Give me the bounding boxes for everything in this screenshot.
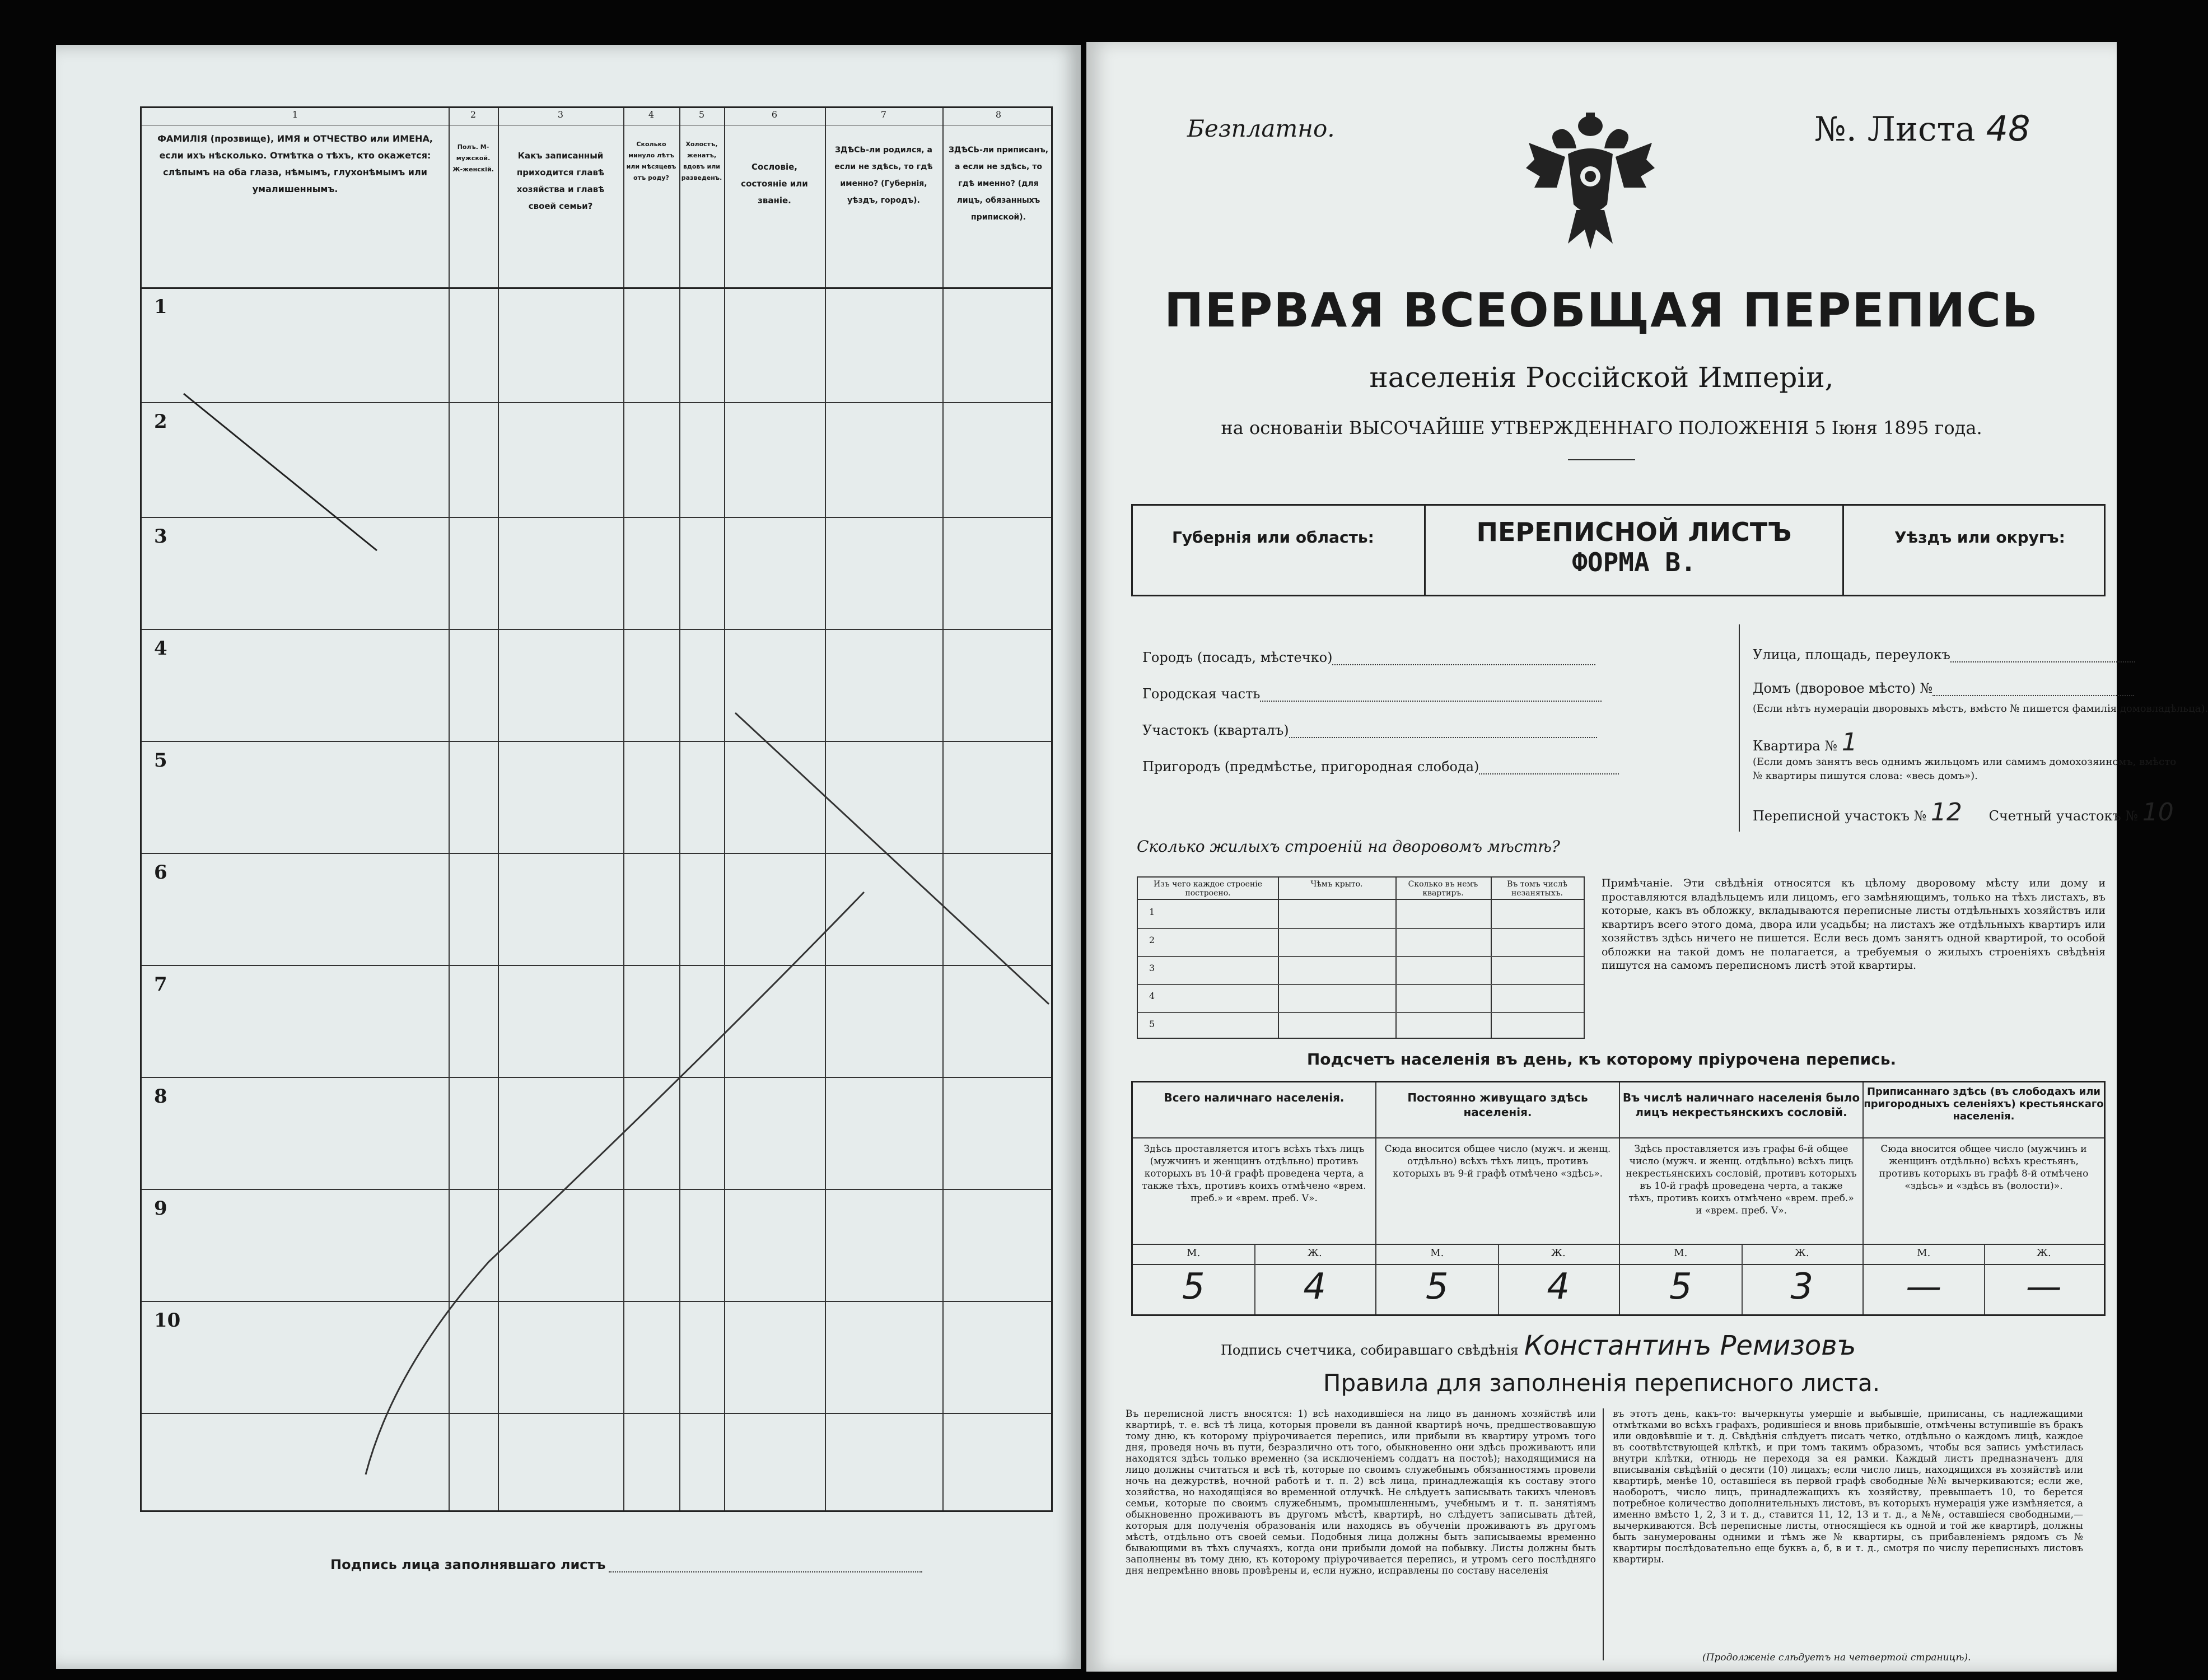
houses-row-number: 5	[1149, 1019, 1155, 1029]
street-label: Улица, площадь, переулокъ	[1753, 647, 1950, 662]
census-sheet-title: ПЕРЕПИСНОЙ ЛИСТЪ	[1476, 517, 1792, 547]
column-number: 8	[995, 109, 1002, 120]
female-label: Ж.	[2036, 1247, 2051, 1259]
row-number: 2	[154, 410, 167, 433]
column-header-name: ФАМИЛІЯ (прозвище), ИМЯ и ОТЧЕСТВО или ИМЕНА, если ихъ нѣсколько. Отмѣтка о тѣхъ, кто окажется: слѣпымъ на оба глаза, нѣмымъ, глухонѣмымъ или умалишеннымъ.	[157, 133, 433, 194]
uezd-label: Уѣздъ или округъ:	[1894, 528, 2065, 547]
rules-title: Правила для заполненія переписного листа.	[1323, 1369, 1880, 1397]
house-field	[1753, 680, 2134, 696]
rules-text-left: Въ переписной листъ вносятся: 1) всѣ находившіеся на лицо въ данномъ хозяйствѣ или квартирѣ, т. е. всѣ тѣ лица, которыя провели въ данной квартирѣ ночь, предшествовавшую тому дню, къ которому пріурочивается перепись, или прибыли въ квартиру утромъ того дня, проведя ночь въ пути, безразлично отъ того, обыкновенно они здѣсь проживаютъ или находятся здѣсь только временно (за исключеніемъ солдатъ на постоѣ); находящимися на лицо должны считаться и всѣ тѣ, которые по своимъ служебнымъ обязанностямъ провели ночь на дежурствѣ, ночной работѣ и т. п. 2) всѣ лица, принадлежащія къ составу этого хозяйства, но находящіяся во временной отлучкѣ. Не слѣдуетъ записывать такихъ членовъ семьи, которые по своимъ служебнымъ, промышленнымъ, учебнымъ и т. п. занятіямъ обыкновенно проживаютъ въ другомъ мѣстѣ, квартирѣ, но слѣдуетъ записывать дѣтей, которыя для полученія образованія или находясь въ обученіи проживаютъ въ другомъ мѣстѣ, отдѣльно отъ своей семьи. Подобныя лица должны быть записываемы временно бывающими въ тѣхъ случаяхъ, когда они прибыли домой на побывку. Листы должны быть заполнены въ тому дню, къ которому пріурочивается перепись, и утромъ сего послѣдняго дня непремѣнно вновь провѣрены и, если нужно, исправлены по составу населенія	[1126, 1408, 1596, 1576]
column-header-birthplace: ЗДѢСЬ-ли родился, а если не здѣсь, то гдѣ именно? (Губернія, уѣздъ, городъ).	[834, 146, 933, 205]
cancellation-strokes	[142, 108, 1054, 1514]
female-label: Ж.	[1307, 1247, 1322, 1259]
enumerator-signature-value: Константинъ Ремизовъ	[1524, 1330, 1856, 1361]
city-part-label: Городская часть	[1142, 686, 1261, 702]
male-count: —	[1906, 1266, 1942, 1308]
count-header: Въ числѣ наличнаго населенія было лицъ некрестьянскихъ сословій.	[1620, 1082, 1862, 1138]
city-part-field	[1142, 686, 1602, 702]
gubernia-label: Губернія или область:	[1172, 528, 1374, 547]
form-header-box	[1131, 504, 2106, 596]
form-name: ФОРМА В.	[1572, 547, 1696, 577]
count-district-value: 10	[2142, 798, 2174, 827]
count-district-label: Счетный участокъ №	[1988, 808, 2139, 824]
census-district-field	[1753, 798, 2174, 827]
column-number: 4	[648, 109, 655, 120]
column-header-estate: Сословіе, состояніе или званіе.	[741, 162, 808, 206]
row-number: 7	[154, 973, 167, 996]
female-count: 3	[1790, 1266, 1814, 1308]
count-column-non-peasant	[1620, 1082, 1864, 1314]
enumerator-signature-label: Подпись счетчика, собиравшаго свѣдѣнія	[1221, 1342, 1519, 1358]
houses-row-number: 1	[1149, 907, 1155, 917]
apartment-label: Квартира №	[1753, 738, 1838, 754]
sheet-number-value: 48	[1986, 108, 2030, 149]
row-number: 8	[154, 1085, 167, 1108]
count-title: Подсчетъ населенія въ день, къ которому пріурочена перепись.	[1306, 1050, 1897, 1068]
right-page	[1086, 42, 2208, 1672]
double-headed-eagle-icon	[1523, 109, 1658, 255]
male-count: 5	[1669, 1266, 1692, 1308]
enumerator-signature	[1221, 1330, 1856, 1361]
suburb-field	[1142, 759, 1619, 774]
rules-text-right: въ этотъ день, какъ-то: вычеркнуты умершіе и выбывшіе, приписаны, съ надлежащими отмѣтками во всѣхъ графахъ, родившіеся и вновь прибывшіе, отмѣчены вступившіе въ бракъ или овдовѣвшіе и т. д. Свѣдѣнія слѣдуетъ писать четко, отдѣльно о каждомъ лицѣ, каждое въ соотвѣтствующей клѣткѣ, и при томъ такимъ образомъ, чтобы вся запись умѣстилась внутри клѣтки, отнюдь не переходя за ея рамки. Каждый листъ предназначенъ для вписыванія свѣдѣній о десяти (10) лицахъ; если число лицъ, находящихся въ хозяйствѣ или квартирѣ, менѣе 10, оставшіеся въ первой графѣ свободные №№ вычеркиваются; если же, наоборотъ, число лицъ, принадлежащихъ къ хозяйству, превышаетъ 10, то берется потребное количество дополнительныхъ листовъ, въ которыхъ нумерація уже измѣняется, а именно вмѣсто 1, 2, 3 и т. д., ставится 11, 12, 13 и т. д., а №№, оставшіеся свободными,—вычеркиваются. Всѣ переписные листы, относящіеся къ одной и той же квартирѣ, должны быть занумерованы одними и тѣмъ же № квартиры, съ прибавленіемъ рядомъ съ № квартиры послѣдовательно еще буквъ а, б, в и т. д., смотря по числу переписныхъ листовъ квартиры.	[1613, 1408, 2083, 1565]
column-header-sex: Полъ. М-мужской. Ж-женскій.	[452, 143, 494, 173]
column-number: 1	[292, 109, 298, 120]
count-header: Постоянно живущаго здѣсь населенія.	[1376, 1082, 1619, 1138]
street-field	[1753, 647, 2135, 662]
column-header-registration: ЗДѢСЬ-ли приписанъ, а если не здѣсь, то гдѣ именно? (для лицъ, обязанныхъ припиской).	[948, 146, 1049, 222]
row-number: 6	[154, 861, 167, 884]
suburb-label: Пригородъ (предмѣстье, пригородная слобода)	[1142, 759, 1479, 774]
census-district-label: Переписной участокъ №	[1753, 808, 1927, 824]
row-number: 10	[154, 1309, 181, 1332]
female-count: 4	[1547, 1266, 1570, 1308]
male-label: М.	[1917, 1247, 1931, 1259]
free-label: Безплатно.	[1187, 115, 1335, 142]
district-label: Участокъ (кварталъ)	[1142, 722, 1289, 738]
row-number: 9	[154, 1197, 167, 1220]
column-number: 7	[880, 109, 887, 120]
city-field	[1142, 650, 1595, 665]
row-number: 5	[154, 749, 167, 772]
female-label: Ж.	[1551, 1247, 1566, 1259]
count-column-registered-peasants	[1864, 1082, 2104, 1314]
count-description: Здѣсь проставляется изъ графы 6-й общее число (мужч. и женщ. отдѣльно) всѣхъ лицъ некрестьянскихъ сословій, противъ которыхъ въ 10-й графѣ проведена черта, а также тѣхъ, противъ коихъ отмѣчено «врем. преб.» и «врем. преб. V».	[1620, 1138, 1862, 1245]
apartment-note-line-1: (Если домъ занятъ весь однимъ жильцомъ или самимъ домохозяиномъ, вмѣсто	[1753, 756, 2177, 768]
household-members-grid	[140, 106, 1053, 1512]
count-column-present	[1133, 1082, 1376, 1314]
count-header: Всего наличнаго населенія.	[1133, 1082, 1375, 1138]
column-number: 6	[771, 109, 778, 120]
sheet-number-label: №. Листа	[1814, 110, 1976, 149]
female-label: Ж.	[1794, 1247, 1809, 1259]
male-label: М.	[1430, 1247, 1444, 1259]
column-number: 2	[470, 109, 477, 120]
houses-table	[1137, 876, 1585, 1039]
male-label: М.	[1187, 1247, 1201, 1259]
count-description: Сюда вносится общее число (мужч. и женщ. отдѣльно) всѣхъ тѣхъ лицъ, противъ которыхъ въ 9-й графѣ отмѣчено «здѣсь».	[1376, 1138, 1619, 1245]
filler-signature-label: Подпись лица заполнявшаго листъ	[330, 1557, 606, 1572]
population-count-table	[1131, 1081, 2106, 1316]
column-number: 5	[698, 109, 705, 120]
male-label: М.	[1674, 1247, 1688, 1259]
houses-question: Сколько жилыхъ строеній на дворовомъ мѣстѣ?	[1137, 837, 1560, 856]
decree-line: на основаніи ВЫСОЧАЙШЕ УТВЕРЖДЕННАГО ПОЛОЖЕНІЯ 5 Іюня 1895 года.	[1221, 417, 1982, 438]
apartment-value: 1	[1841, 728, 1857, 757]
apartment-field	[1753, 728, 1857, 757]
row-number: 4	[154, 637, 167, 660]
houses-header-vacant: Въ томъ числѣ незанятыхъ.	[1491, 878, 1584, 900]
houses-note: Примѣчаніе. Эти свѣдѣнія относятся къ цѣлому дворовому мѣсту или дому и проставляются владѣльцемъ или лицомъ, его замѣняющимъ, только на тѣхъ листахъ, въ которые, какъ въ обложку, вкладываются переписные листы отдѣльныхъ хозяйствъ или квартиръ всего этого дома, двора или усадьбы; на листахъ же отдѣльныхъ квартиръ или хозяйствъ здѣсь ничего не пишется. Если весь домъ занятъ одной квартирой, то особой обложки на такой домъ не полагается, а требуемыя о жилыхъ строеніяхъ свѣдѣнія пишутся на самомъ переписномъ листѣ этой квартиры.	[1602, 877, 2106, 972]
houses-header-material: Изъ чего каждое строеніе построено.	[1138, 878, 1278, 900]
count-column-permanent	[1376, 1082, 1620, 1314]
houses-header-apartments: Сколько въ немъ квартиръ.	[1395, 878, 1491, 900]
document-title: ПЕРВАЯ ВСЕОБЩАЯ ПЕРЕПИСЬ	[1164, 283, 2039, 338]
house-note: (Если нѣтъ нумераціи дворовыхъ мѣстъ, вмѣсто № пишется фамилія домовладѣльца).	[1753, 703, 2208, 715]
count-description: Сюда вносится общее число (мужчинъ и женщинъ отдѣльно) всѣхъ крестьянъ, противъ которыхъ въ графѣ 8-й отмѣчено «здѣсь» и «здѣсь въ (волости)».	[1864, 1138, 2104, 1245]
row-number: 1	[154, 296, 167, 318]
houses-header-roof: Чѣмъ крыто.	[1278, 878, 1395, 900]
form-title-cell	[1424, 506, 1844, 595]
male-count: 5	[1425, 1266, 1449, 1308]
column-number: 3	[557, 109, 564, 120]
apartment-note-line-2: № квартиры пишутся слова: «весь домъ»).	[1753, 770, 1978, 782]
house-label: Домъ (дворовое мѣсто) №	[1753, 680, 1933, 696]
houses-row-number: 4	[1149, 991, 1155, 1001]
column-header-age: Сколько минуло лѣтъ или мѣсяцевъ отъ роду?	[626, 141, 676, 181]
count-description: Здѣсь проставляется итогъ всѣхъ тѣхъ лицъ (мужчинъ и женщинъ отдѣльно) противъ которыхъ въ 10-й графѣ проведена черта, а также тѣхъ, противъ коихъ отмѣчено «врем. преб.» и «врем. преб. V».	[1133, 1138, 1375, 1245]
sheet-number	[1814, 108, 2030, 149]
row-number: 3	[154, 525, 167, 548]
female-count: 4	[1303, 1266, 1327, 1308]
filler-signature-line	[330, 1557, 922, 1572]
census-district-value: 12	[1930, 798, 1962, 827]
column-header-relation: Какъ записанный приходится главѣ хозяйства и главѣ своей семьи?	[516, 151, 605, 211]
district-field	[1142, 722, 1597, 738]
left-page	[56, 45, 1081, 1669]
houses-row-number: 2	[1149, 935, 1155, 945]
count-header: Приписаннаго здѣсь (въ слободахъ или пригородныхъ селеніяхъ) крестьянскаго населенія.	[1864, 1082, 2104, 1138]
document-subtitle: населенія Россійской Имперіи,	[1369, 361, 1834, 394]
city-label: Городъ (посадъ, мѣстечко)	[1142, 650, 1333, 665]
male-count: 5	[1182, 1266, 1205, 1308]
female-count: —	[2025, 1266, 2062, 1308]
houses-row-number: 3	[1149, 963, 1155, 973]
column-header-marital: Холостъ, женатъ, вдовъ или разведенъ.	[681, 141, 722, 181]
continue-note: (Продолженіе слѣдуетъ на четвертой страницѣ).	[1702, 1652, 1971, 1663]
